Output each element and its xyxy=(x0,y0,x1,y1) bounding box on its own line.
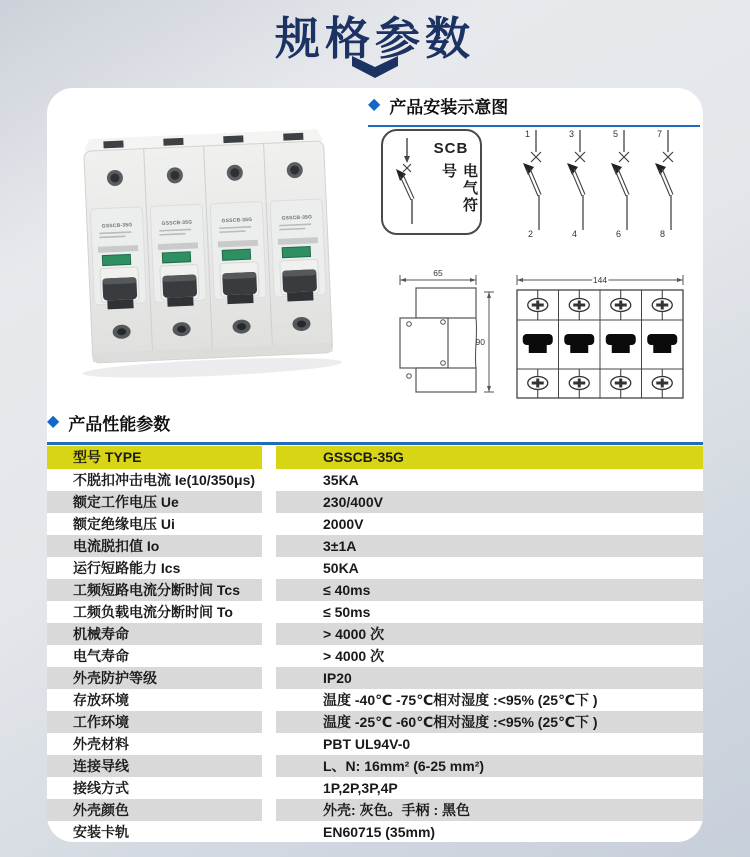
diamond-icon: ◆ xyxy=(47,412,60,430)
performance-section-title: 产品性能参数 xyxy=(68,415,171,434)
column-gap xyxy=(262,645,276,667)
table-row xyxy=(47,777,703,799)
spec-row-value: ≤ 50ms xyxy=(323,604,371,620)
column-gap xyxy=(262,513,276,535)
table-row xyxy=(47,469,703,491)
spec-row-label: 运行短路能力 Ics xyxy=(73,560,181,576)
page-title: 规格参数 xyxy=(274,13,475,64)
spec-row-value: 外壳: 灰色。手柄 : 黑色 xyxy=(276,799,703,821)
column-gap xyxy=(262,733,276,755)
spec-row-label: 额定工作电压 Ue xyxy=(47,491,262,513)
product-photo xyxy=(50,96,364,396)
spec-row-value: 温度 -25℃ -60℃相对湿度 :<95% (25℃下 ) xyxy=(276,711,703,733)
column-gap xyxy=(262,777,276,799)
svg-text:2: 2 xyxy=(527,229,533,239)
spec-row-value: 35KA xyxy=(323,472,359,488)
spec-row-label: 工频负载电流分断时间 To xyxy=(73,604,233,620)
column-gap xyxy=(262,535,276,557)
spec-row-value: L、N: 16mm² (6-25 mm²) xyxy=(276,755,703,777)
column-gap xyxy=(262,667,276,689)
scb-label: SCB xyxy=(433,140,469,157)
table-row xyxy=(47,535,703,557)
column-gap xyxy=(262,799,276,821)
spec-row-value: 50KA xyxy=(323,560,359,576)
column-gap xyxy=(262,579,276,601)
table-row xyxy=(47,799,703,821)
svg-text:GSSCB-35G: GSSCB-35G xyxy=(281,214,313,222)
circuit-symbols xyxy=(513,126,689,240)
install-section-header xyxy=(368,93,700,127)
spec-row-value: EN60715 (35mm) xyxy=(323,824,436,840)
svg-text:4: 4 xyxy=(571,229,577,239)
spec-row-value: 1P,2P,3P,4P xyxy=(323,780,398,796)
spec-row-value: PBT UL94V-0 xyxy=(323,736,411,752)
spec-table-rows xyxy=(47,469,703,843)
table-row xyxy=(47,733,703,755)
column-gap xyxy=(262,821,276,843)
spec-row-label: 工频短路电流分断时间 Tcs xyxy=(47,579,262,601)
svg-text:GSSCB-35G: GSSCB-35G xyxy=(161,219,193,227)
spec-row-value: 温度 -40℃ -75℃相对湿度 :<95% (25℃下 ) xyxy=(323,692,598,708)
spec-table xyxy=(47,446,703,843)
spec-row-value: ≤ 40ms xyxy=(276,579,703,601)
column-gap xyxy=(262,623,276,645)
spec-row-value: 3±1A xyxy=(276,535,703,557)
spec-row-label: 连接导线 xyxy=(47,755,262,777)
spec-row-label: 不脱扣冲击电流 Ie(10/350μs) xyxy=(73,472,256,488)
column-gap xyxy=(262,711,276,733)
column-gap xyxy=(262,446,276,469)
spec-row-label: 外壳防护等级 xyxy=(47,667,262,689)
svg-text:1: 1 xyxy=(524,129,530,139)
spec-row-label: 电流脱扣值 Io xyxy=(47,535,262,557)
column-gap xyxy=(262,601,276,623)
table-row xyxy=(47,645,703,667)
scb-symbol-box xyxy=(381,129,482,235)
table-header-value: GSSCB-35G xyxy=(276,446,703,469)
side-view-drawing xyxy=(388,264,506,398)
spec-row-label: 额定绝缘电压 Ui xyxy=(73,516,175,532)
table-row xyxy=(47,513,703,535)
column-gap xyxy=(262,755,276,777)
spec-row-label: 工作环境 xyxy=(47,711,262,733)
svg-text:GSSCB-35G: GSSCB-35G xyxy=(221,217,253,225)
spec-row-value: 230/400V xyxy=(276,491,703,513)
svg-text:7: 7 xyxy=(656,129,662,139)
svg-text:65: 65 xyxy=(433,268,443,278)
column-gap xyxy=(262,557,276,579)
breaker-device xyxy=(72,128,342,381)
diamond-icon: ◆ xyxy=(368,95,381,113)
table-row xyxy=(47,579,703,601)
front-view-drawing xyxy=(514,270,686,402)
spec-row-value: IP20 xyxy=(276,667,703,689)
scb-vertical-label: 电气符号 xyxy=(440,163,478,214)
svg-text:6: 6 xyxy=(615,229,621,239)
table-row xyxy=(47,755,703,777)
spec-row-value: 2000V xyxy=(323,516,364,532)
table-row xyxy=(47,491,703,513)
spec-row-label: 机械寿命 xyxy=(47,623,262,645)
table-row xyxy=(47,623,703,645)
breaker-symbol-icon xyxy=(390,136,424,226)
spec-row-label: 外壳材料 xyxy=(73,736,129,752)
svg-text:5: 5 xyxy=(612,129,618,139)
column-gap xyxy=(262,469,276,491)
svg-text:144: 144 xyxy=(592,275,608,285)
pole-symbol-4 xyxy=(645,126,689,240)
spec-row-label: 接线方式 xyxy=(73,780,129,796)
chevron-down-icon xyxy=(352,56,398,78)
spec-row-label: 外壳颜色 xyxy=(47,799,262,821)
svg-text:8: 8 xyxy=(659,229,665,239)
performance-section-header xyxy=(47,410,703,445)
pole-symbol-3 xyxy=(601,126,645,240)
table-row xyxy=(47,601,703,623)
spec-row-label: 安装卡轨 xyxy=(73,824,129,840)
svg-text:90: 90 xyxy=(475,337,485,347)
pole-symbol-2 xyxy=(557,126,601,240)
table-row xyxy=(47,667,703,689)
column-gap xyxy=(262,689,276,711)
install-section-title: 产品安装示意图 xyxy=(389,98,509,117)
spec-row-label: 电气寿命 xyxy=(73,648,129,664)
spec-row-value: > 4000 次 xyxy=(323,648,385,664)
column-gap xyxy=(262,491,276,513)
table-row xyxy=(47,557,703,579)
table-header-row xyxy=(47,446,703,469)
pole-symbol-1 xyxy=(513,126,557,240)
table-row xyxy=(47,711,703,733)
table-header-label: 型号 TYPE xyxy=(47,446,262,469)
svg-text:3: 3 xyxy=(568,129,574,139)
table-row xyxy=(47,689,703,711)
svg-text:GSSCB-35G: GSSCB-35G xyxy=(101,222,133,230)
spec-row-value: > 4000 次 xyxy=(276,623,703,645)
table-row xyxy=(47,821,703,843)
spec-row-label: 存放环境 xyxy=(73,692,129,708)
